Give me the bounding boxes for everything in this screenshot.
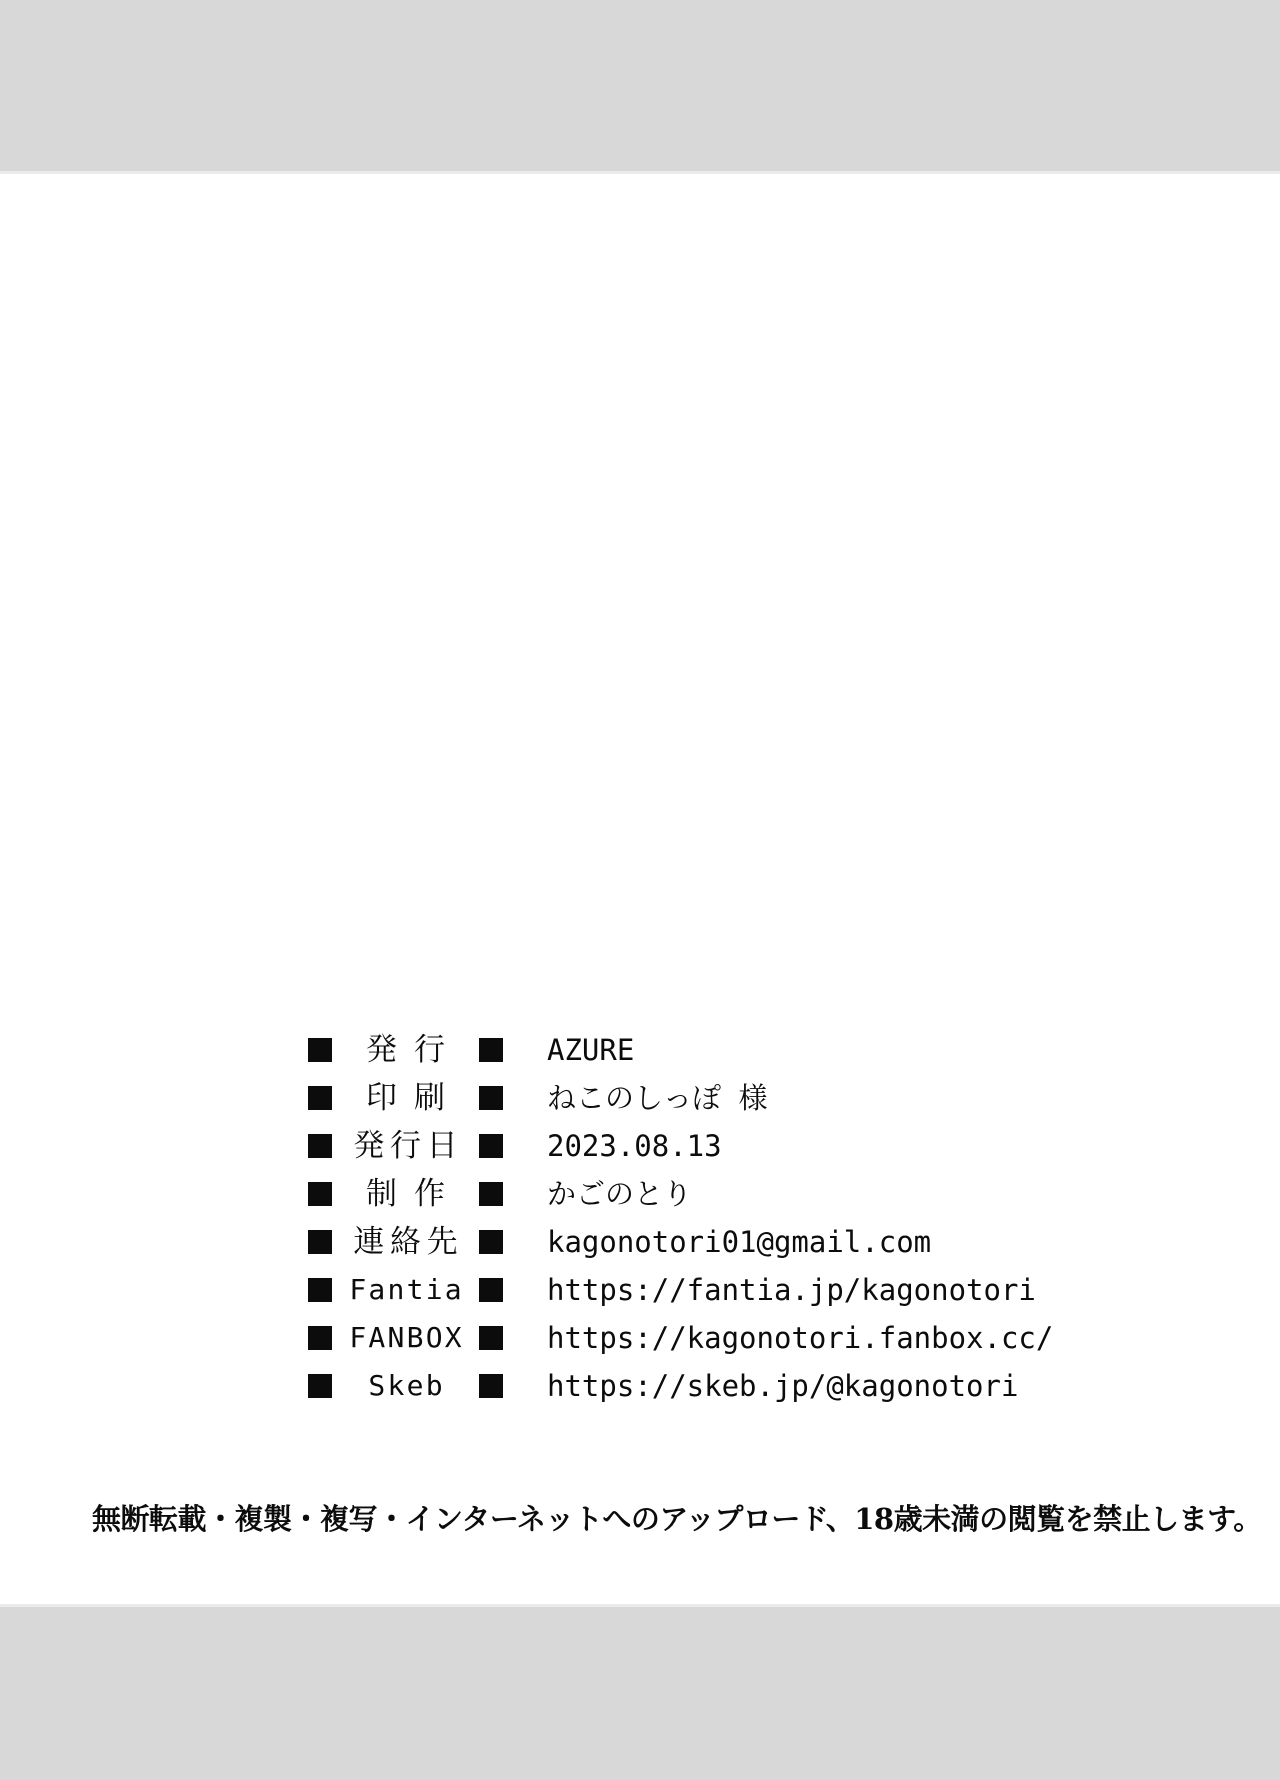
black-square-icon — [479, 1134, 503, 1158]
credit-value: AZURE — [547, 1033, 635, 1067]
disclaimer-text: 無断転載・複製・複写・インターネットへのアップロード、18歳未満の閲覧を禁止します。 — [92, 1502, 1262, 1536]
credit-row-fanbox — [308, 1314, 1053, 1362]
black-square-icon — [308, 1230, 332, 1254]
credit-label: FANBOX — [349, 1321, 464, 1354]
credit-label: 発行日 — [353, 1128, 464, 1164]
black-square-icon — [308, 1038, 332, 1062]
credit-row-production — [308, 1170, 1053, 1218]
black-square-icon — [308, 1278, 332, 1302]
credit-label: 連絡先 — [353, 1224, 464, 1260]
black-square-icon — [479, 1326, 503, 1350]
bottom-gray-band — [0, 1604, 1280, 1780]
credit-value: かごのとり — [547, 1177, 693, 1211]
black-square-icon — [308, 1326, 332, 1350]
black-square-icon — [479, 1278, 503, 1302]
credit-value: ねこのしっぽ 様 — [547, 1081, 768, 1115]
credit-label: Fantia — [349, 1273, 464, 1306]
top-gray-band — [0, 0, 1280, 174]
credit-value-skeb-url: https://skeb.jp/@kagonotori — [547, 1369, 1019, 1403]
credit-row-publish-date — [308, 1122, 1053, 1170]
black-square-icon — [479, 1086, 503, 1110]
credit-value-email: kagonotori01@gmail.com — [547, 1225, 932, 1259]
black-square-icon — [308, 1086, 332, 1110]
black-square-icon — [308, 1134, 332, 1158]
credit-value-fantia-url: https://fantia.jp/kagonotori — [547, 1273, 1036, 1307]
credit-label: 発行 — [365, 1032, 463, 1068]
credit-row-fantia — [308, 1266, 1053, 1314]
credit-label: 印刷 — [365, 1080, 463, 1116]
credit-row-printer — [308, 1074, 1053, 1122]
credit-label: Skeb — [368, 1369, 445, 1402]
black-square-icon — [479, 1374, 503, 1398]
credit-row-publisher — [308, 1026, 1053, 1074]
credit-row-skeb — [308, 1362, 1053, 1410]
credit-value: 2023.08.13 — [547, 1129, 722, 1163]
black-square-icon — [308, 1374, 332, 1398]
credit-row-contact — [308, 1218, 1053, 1266]
black-square-icon — [479, 1038, 503, 1062]
credit-value-fanbox-url: https://kagonotori.fanbox.cc/ — [547, 1321, 1054, 1355]
black-square-icon — [479, 1230, 503, 1254]
credit-label: 制作 — [365, 1176, 463, 1212]
black-square-icon — [479, 1182, 503, 1206]
credits-block — [308, 1026, 1053, 1410]
black-square-icon — [308, 1182, 332, 1206]
